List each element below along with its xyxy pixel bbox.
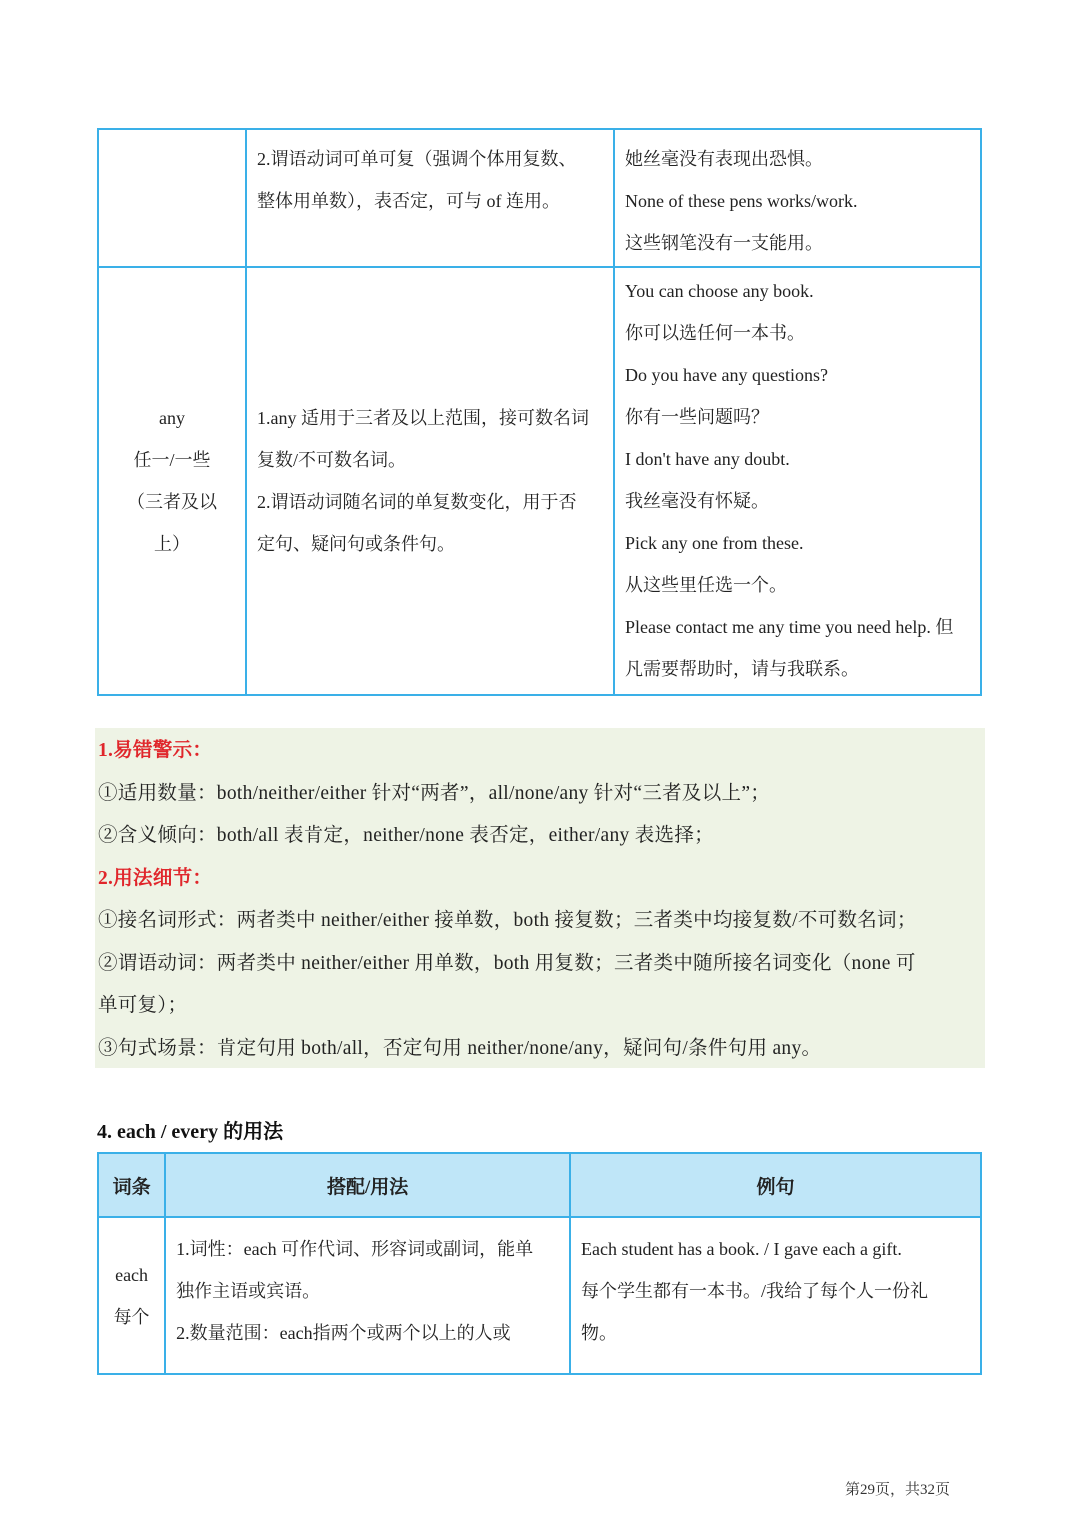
column-header-usage: 搭配/用法 (165, 1153, 570, 1217)
term-cell-any (98, 267, 246, 695)
cell-line: 复数/不可数名词。 (257, 450, 407, 470)
tips-item: 单可复）； (98, 995, 188, 1016)
cell-line: any (159, 408, 185, 428)
cell-line: 任一/一些 (133, 450, 211, 470)
tips-heading-usage: 2.用法细节： (98, 867, 213, 889)
table-row (98, 267, 981, 695)
tips-item: ②含义倾向：both/all 表肯定，neither/none 表否定，either/any 表选择； (98, 825, 714, 846)
table-row (98, 129, 981, 267)
cell-line: 2.谓语动词随名词的单复数变化，用于否 (257, 492, 577, 512)
usage-cell (246, 267, 614, 695)
tips-box (95, 728, 985, 1068)
cell-line: 独作主语或宾语。 (176, 1281, 321, 1301)
cell-line: Do you have any questions? (625, 365, 828, 385)
cell-line: 上） (154, 534, 190, 554)
cell-line: 物。 (581, 1323, 618, 1343)
cell-line: You can choose any book. (625, 281, 814, 301)
cell-line: 1.词性：each 可作代词、形容词或副词，能单 (176, 1239, 534, 1259)
cell-line: 每个 (113, 1306, 150, 1327)
cell-line: 整体用单数），表否定，可与 of 连用。 (257, 191, 560, 211)
usage-cell (165, 1217, 570, 1374)
cell-line: 2.谓语动词可单可复（强调个体用复数、 (257, 149, 577, 169)
section-title: 4. each / every 的用法 (97, 1121, 284, 1143)
tips-item: ①接名词形式：两者类中 neither/either 接单数，both 接复数；三者类中均接复数/不可数名词； (98, 910, 917, 931)
cell-line: 这些钢笔没有一支能用。 (625, 233, 823, 253)
cell-line: 你有一些问题吗？ (625, 407, 769, 427)
table-header-row (98, 1153, 981, 1217)
cell-line: 从这些里任选一个。 (625, 575, 787, 595)
column-header-example: 例句 (570, 1153, 981, 1217)
usage-cell (246, 129, 614, 267)
tips-heading-errors: 1.易错警示： (98, 740, 213, 761)
cell-line: 我丝毫没有怀疑。 (625, 491, 769, 511)
cell-line: I don't have any doubt. (625, 449, 790, 469)
tips-item: ③句式场景：肯定句用 both/all，否定句用 neither/none/any，疑问句/条件句用 any。 (98, 1037, 822, 1059)
cell-line: 你可以选任何一本书。 (625, 323, 805, 343)
example-cell (614, 129, 981, 267)
example-cell (614, 267, 981, 695)
table-pronouns-continued (97, 128, 982, 696)
cell-line: （三者及以 (127, 492, 217, 512)
cell-line: 她丝毫没有表现出恐惧。 (625, 149, 823, 169)
cell-line: 2.数量范围：each指两个或两个以上的人或 (176, 1323, 511, 1343)
table-row (98, 1217, 981, 1374)
cell-line: 1.any 适用于三者及以上范围，接可数名词 (257, 408, 589, 428)
cell-line: each (115, 1264, 149, 1285)
term-cell (98, 129, 246, 267)
cell-line: Each student has a book. / I gave each a gift. (581, 1239, 902, 1259)
table-each-every (97, 1152, 982, 1375)
cell-line: 定句、疑问句或条件句。 (257, 534, 455, 554)
example-cell (570, 1217, 981, 1374)
tips-item: ②谓语动词：两者类中 neither/either 用单数，both 用复数；三者类中随所接名词变化（none 可 (98, 952, 916, 974)
cell-line: None of these pens works/work. (625, 191, 858, 211)
cell-line: Pick any one from these. (625, 533, 804, 553)
tips-item: ①适用数量：both/neither/either 针对“两者”，all/none/any 针对“三者及以上”； (98, 782, 771, 804)
cell-line: 每个学生都有一本书。/我给了每个人一份礼 (581, 1281, 929, 1301)
cell-line: Please contact me any time you need help. 但 (625, 617, 954, 637)
term-cell-each (98, 1217, 165, 1374)
column-header-term: 词条 (98, 1153, 165, 1217)
page-number: 第29页，共32页 (845, 1482, 951, 1498)
cell-line: 凡需要帮助时，请与我联系。 (625, 659, 859, 679)
